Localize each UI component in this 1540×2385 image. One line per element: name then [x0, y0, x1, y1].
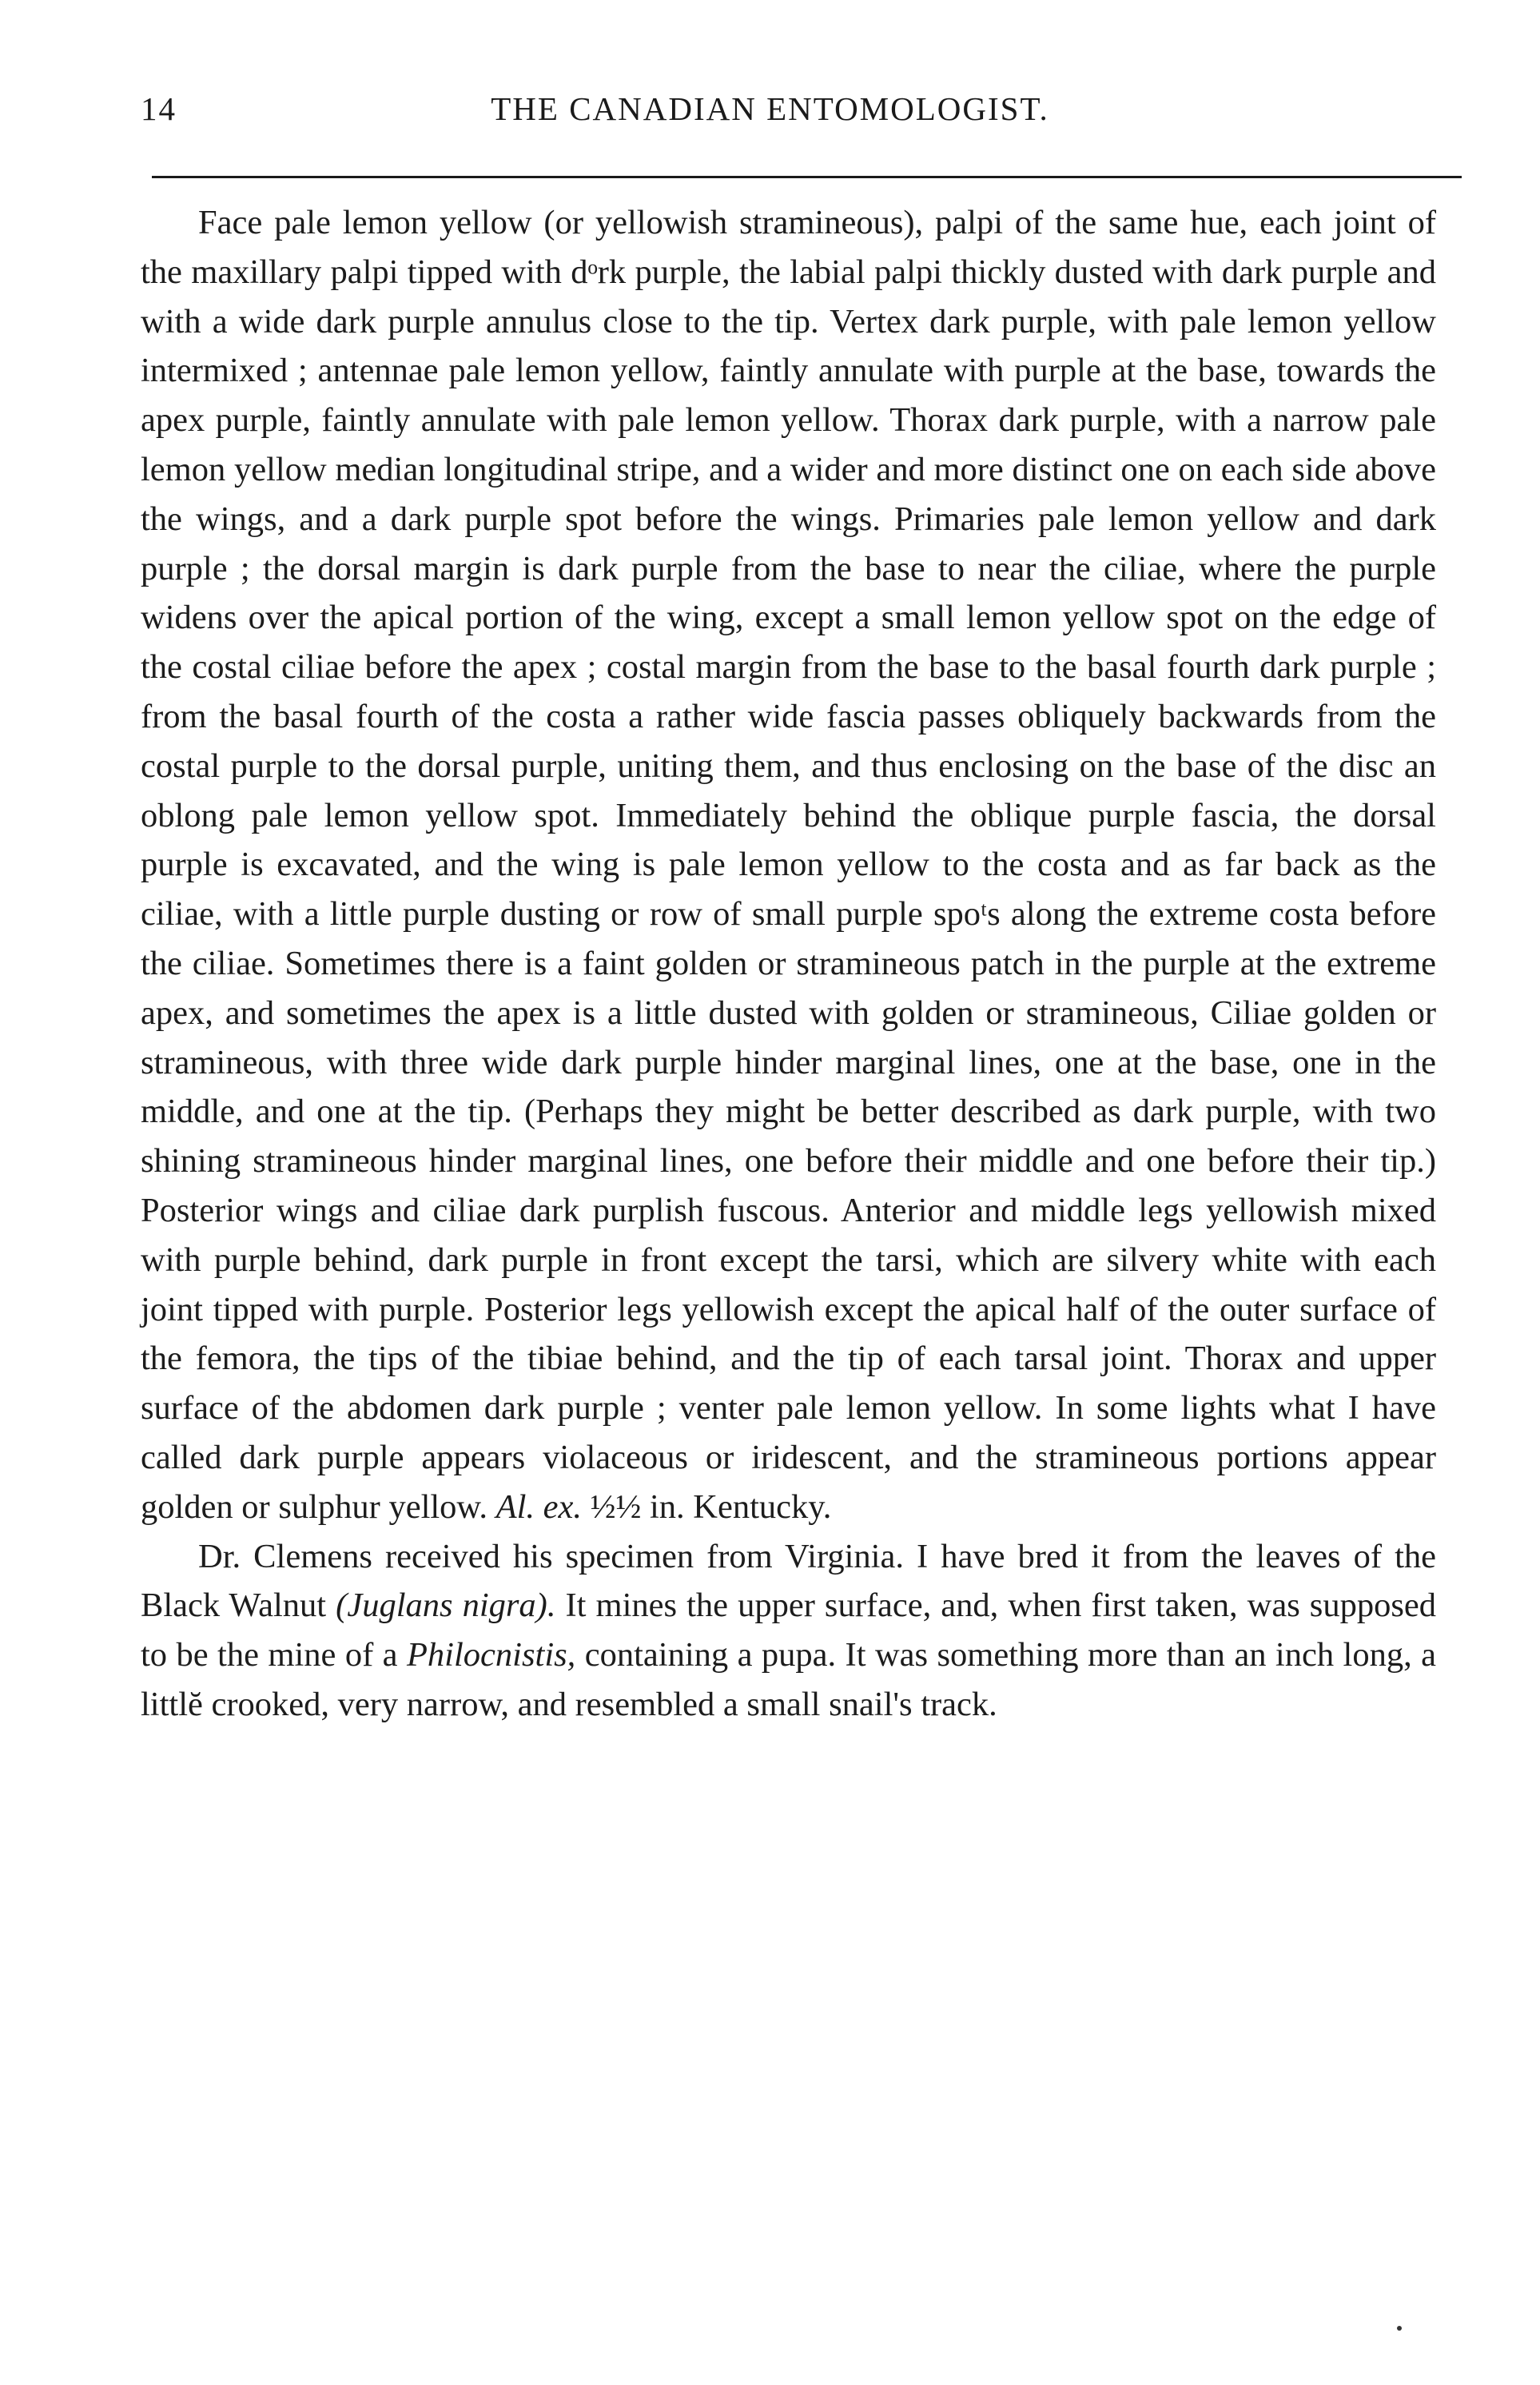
species-name: (Juglans nigra). [336, 1587, 556, 1625]
paragraph-text: Dr. Clemens received his specimen from Virginia. I have bred it from the leaves of the Black Walnut [141, 1537, 1436, 1625]
paragraph-text: containing a pupa. It was something more than an inch long, a littlĕ crooked, very narrow, and resembled a small snail's track. [141, 1636, 1436, 1723]
page-mark [1397, 2326, 1402, 2331]
paragraph-life-history [141, 1532, 1436, 1730]
paragraph-text: It mines the upper surface, and, when first taken, was supposed to be the mine of a [141, 1587, 1436, 1674]
paragraph-species-description [141, 198, 1436, 1532]
body-text [141, 198, 1436, 1730]
genus-name: Philocnistis, [406, 1636, 576, 1674]
paragraph-text: Face pale lemon yellow (or yellowish stramineous), palpi of the same hue, each joint of the maxillary palpi tipped with dᵒrk purple, the labial palpi thickly dusted with dark purple and with a wide dark purple annulus close to the tip. Vertex dark purple, with pale lemon yellow intermixed ; antennae pale lemon yellow, faintly annulate with purple at the base, towards the apex purple, faintly annulate with pale lemon yellow. Thorax dark purple, with a narrow pale lemon yellow median longitudinal stripe, and a wider and more distinct one on each side above the wings, and a dark purple spot before the wings. Primaries pale lemon yellow and dark purple ; the dorsal margin is dark purple from the base to near the ciliae, where the purple widens over the apical portion of the wing, except a small lemon yellow spot on the edge of the costal ciliae before the apex ; costal margin from the base to the basal fourth dark purple ; from the basal fourth of the costa a rather wide fascia passes obliquely backwards from the costal purple to the dorsal purple, uniting them, and thus enclosing on the base of the disc an oblong pale lemon yellow spot. Immediately behind the oblique purple fascia, the dorsal purple is excavated, and the wing is pale lemon yellow to the costa and as far back as the ciliae, with a little purple dusting or row of small purple spoᵗs along the extreme costa before the ciliae. Sometimes there is a faint golden or stramineous patch in the purple at the extreme apex, and sometimes the apex is a little dusted with golden or stramineous, Ciliae golden or stramineous, with three wide dark purple hinder marginal lines, one at the base, one in the middle, and one at the tip. (Perhaps they might be better described as dark purple, with two shining stramineous hinder marginal lines, one before their middle and one before their tip.) Posterior wings and ciliae dark purplish fuscous. Anterior and middle legs yellowish mixed with purple behind, dark purple in front except the tarsi, which are silvery white with each joint tipped with purple. Posterior legs yellowish except the apical half of the outer surface of the femora, the tips of the tibiae behind, and the tip of each tarsal joint. Thorax and upper surface of the abdomen dark purple ; venter pale lemon yellow. In some lights what I have called dark purple appears violaceous or iridescent, and the stramineous portions appear golden or sulphur yellow. [141, 204, 1436, 1526]
header-rule [152, 176, 1462, 178]
paragraph-text: ½½ in. Kentucky. [590, 1487, 832, 1526]
page-number: 14 [141, 90, 177, 127]
running-title: THE CANADIAN ENTOMOLOGIST. [491, 90, 1049, 127]
page-header [141, 90, 1399, 141]
abbreviation-alar-expanse: Al. ex. [495, 1487, 582, 1526]
